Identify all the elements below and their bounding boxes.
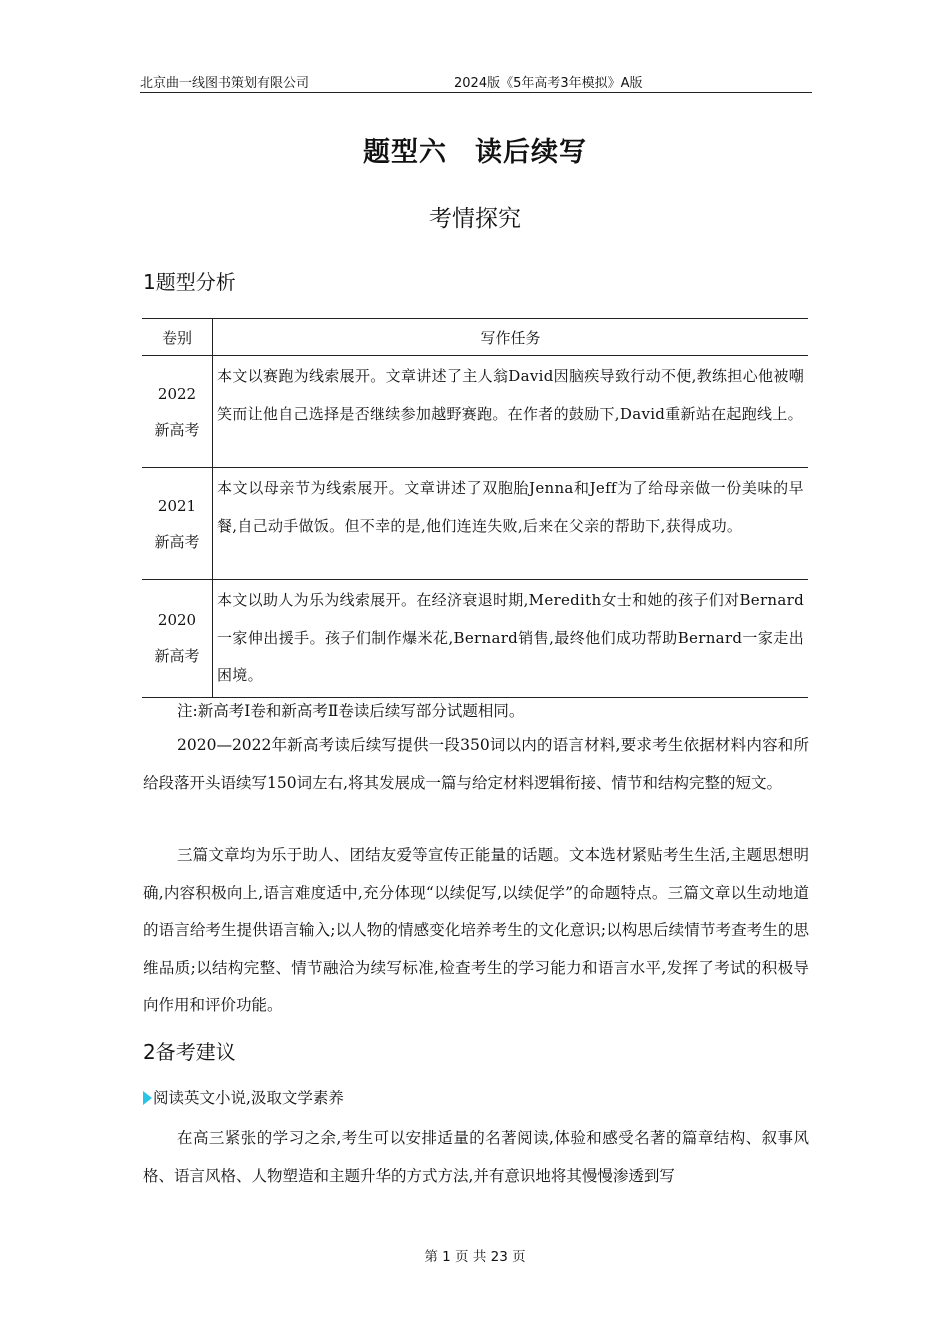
triangle-bullet-icon xyxy=(143,1091,152,1105)
exam-type: 新高考 xyxy=(154,532,200,551)
exam-type: 新高考 xyxy=(154,647,200,666)
table-note: 注:新高考Ⅰ卷和新高考Ⅱ卷读后续写部分试题相同。 xyxy=(177,702,525,720)
page-title: 题型六 读后续写 xyxy=(363,137,587,168)
footer-middle: 页 共 xyxy=(455,1249,487,1265)
task-table xyxy=(142,318,808,698)
footer-suffix: 页 xyxy=(512,1249,526,1265)
section-heading-analysis: 1题型分析 xyxy=(143,270,236,294)
section-heading-suggestions: 2备考建议 xyxy=(143,1040,236,1064)
exam-year: 2020 xyxy=(157,611,197,630)
exam-cell xyxy=(142,580,213,698)
suggestion-paragraph: 在高三紧张的学习之余,考生可以安排适量的名著阅读,体验和感受名著的篇章结构、叙事风格、语言风格、人物塑造和主题升华的方式方法,并有意识地将其慢慢渗透到写 xyxy=(143,1129,809,1185)
task-cell: 本文以赛跑为线索展开。文章讲述了主人翁David因脑疾导致行动不便,教练担心他被嘲笑而让他自己选择是否继续参加越野赛跑。在作者的鼓励下,David重新站在起跑线上。 xyxy=(213,356,809,468)
page-footer xyxy=(0,1245,950,1265)
exam-year: 2022 xyxy=(157,384,197,403)
suggestion-bullet xyxy=(143,1086,344,1108)
footer-prefix: 第 xyxy=(424,1249,438,1265)
exam-year: 2021 xyxy=(157,496,197,515)
book-edition: 2024版《5年高考3年模拟》A版 xyxy=(454,76,643,91)
analysis-paragraph: 2020—2022年新高考读后续写提供一段350词以内的语言材料,要求考生依据材料内容和所给段落开头语续写150词左右,将其发展成一篇与给定材料逻辑衔接、情节和结构完整的短文。 xyxy=(143,736,809,792)
table-row xyxy=(142,468,808,580)
current-page-number: 1 xyxy=(442,1249,451,1265)
page-subtitle: 考情探究 xyxy=(429,206,521,232)
exam-cell xyxy=(142,468,213,580)
table-header-row xyxy=(142,319,808,356)
exam-cell xyxy=(142,356,213,468)
col-header-task: 写作任务 xyxy=(213,319,809,356)
task-cell: 本文以助人为乐为线索展开。在经济衰退时期,Meredith女士和她的孩子们对Bernard一家伸出援手。孩子们制作爆米花,Bernard销售,最终他们成功帮助Bernard一家走出困境。 xyxy=(213,580,809,698)
analysis-paragraph: 三篇文章均为乐于助人、团结友爱等宣传正能量的话题。文本选材紧贴考生生活,主题思想明确,内容积极向上,语言难度适中,充分体现“以续促写,以续促学”的命题特点。三篇文章以生动地道的语言给考生提供语言输入;以人物的情感变化培养考生的文化意识;以构思后续情节考查考生的思维品质;以结构完整、情节融洽为续写标准,检查考生的学习能力和语言水平,发挥了考试的积极导向作用和评价功能。 xyxy=(143,846,809,1014)
exam-type: 新高考 xyxy=(154,420,200,439)
publisher-name: 北京曲一线图书策划有限公司 xyxy=(140,76,310,91)
task-cell: 本文以母亲节为线索展开。文章讲述了双胞胎Jenna和Jeff为了给母亲做一份美味的早餐,自己动手做饭。但不幸的是,他们连连失败,后来在父亲的帮助下,获得成功。 xyxy=(213,468,809,580)
total-pages: 23 xyxy=(490,1249,508,1265)
table-row xyxy=(142,580,808,698)
page-header xyxy=(140,72,812,93)
bullet-text: 阅读英文小说,汲取文学素养 xyxy=(153,1089,344,1107)
table-row xyxy=(142,356,808,468)
col-header-exam: 卷别 xyxy=(142,319,213,356)
